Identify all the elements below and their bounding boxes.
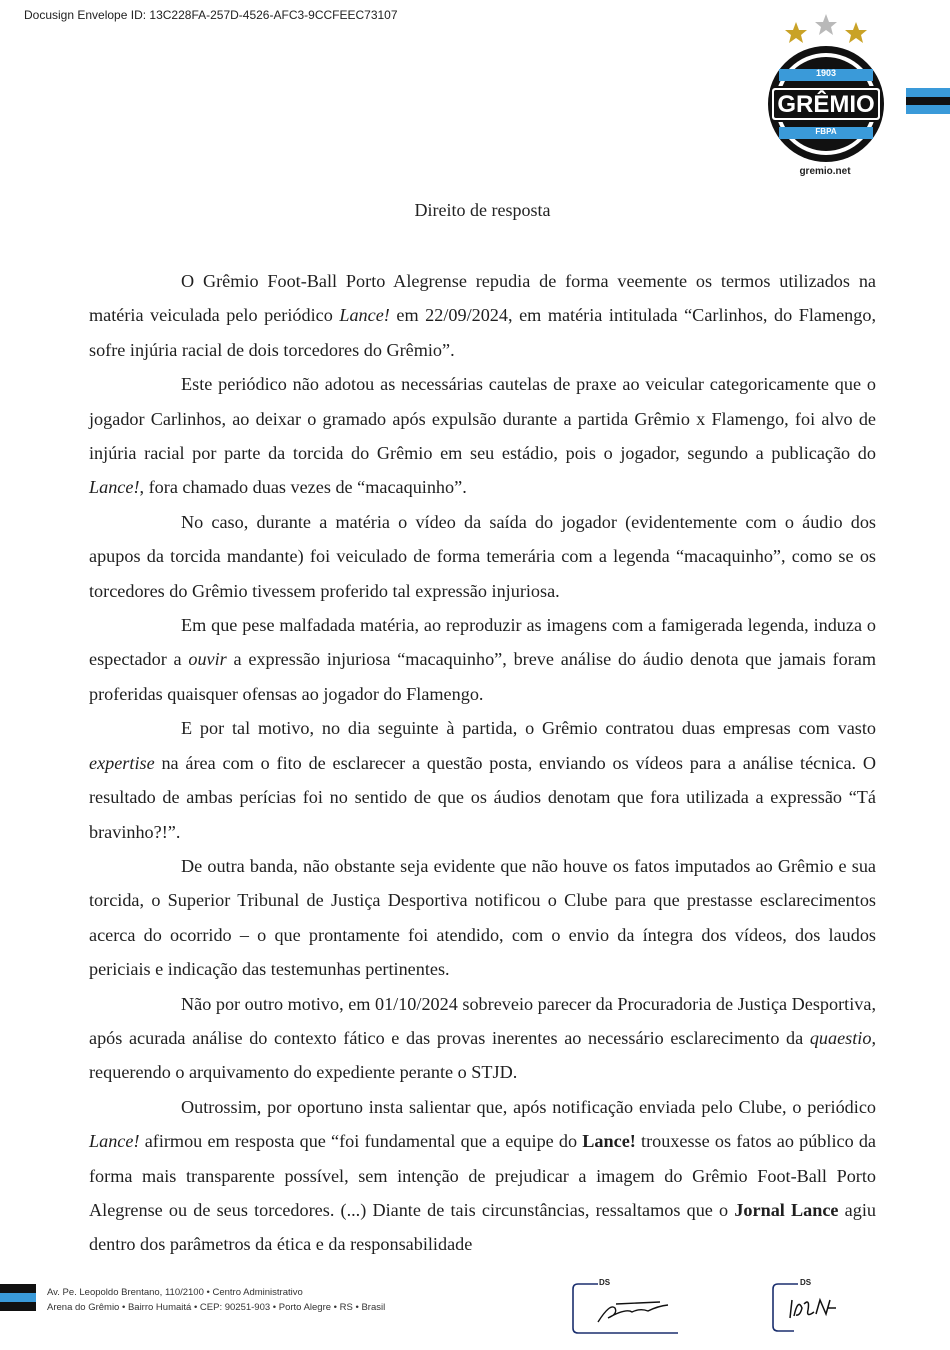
paragraph-7-segment: quaestio — [809, 1027, 872, 1048]
star-gold-right-icon — [845, 22, 867, 43]
docusign-signature-2 — [770, 1278, 850, 1338]
star-silver-icon — [815, 14, 837, 35]
logo-year: 1903 — [815, 68, 837, 78]
paragraph-8-segment: Lance! — [582, 1131, 636, 1152]
paragraph-7 — [89, 987, 876, 1090]
paragraph-8 — [89, 1090, 876, 1262]
paragraph-2-segment: , fora chamado duas vezes de “macaquinho”. — [139, 477, 467, 498]
paragraph-8-segment: trouxesse os fatos ao público da forma mais transparente possível, sem intenção de prejudicar a imagem do Grêmio Foot-Ball Porto Alegrense ou de seus torcedores. (...) Diante de tais circunstâncias, ressaltamos que o — [89, 1131, 877, 1220]
paragraph-8-segment: agiu dentro dos parâmetros da ética e da responsabilidade — [89, 1199, 876, 1255]
paragraph-5-segment: na área com o fito de esclarecer a questão posta, enviando os vídeos para a análise técnica. O resultado de ambas perícias foi no sentido de que os áudios denotam que fora utilizada a expressão “Tá bravinho?!”. — [89, 752, 876, 842]
footer-color-bar — [0, 1284, 36, 1311]
footer-address — [47, 1285, 385, 1315]
logo-url: gremio.net — [799, 166, 851, 177]
paragraph-1-segment: em 22/09/2024, em matéria intitulada “Carlinhos, do Flamengo, sofre injúria racial de dois torcedores do Grêmio”. — [89, 305, 877, 360]
paragraph-8-segment: Lance! — [89, 1131, 140, 1152]
paragraph-5 — [89, 711, 876, 849]
paragraph-6-segment: De outra banda, não obstante seja evidente que não houve os fatos imputados ao Grêmio e sua torcida, o Superior Tribunal de Justiça Desportiva notificou o Clube para que prestasse esclarecimentos acerca do ocorrido – o que prontamente foi atendido, com o envio da íntegra dos vídeos, dos laudos periciais e indicação das testemunhas pertinentes. — [89, 855, 876, 980]
star-gold-left-icon — [785, 22, 807, 43]
paragraph-8-segment: Jornal Lance — [734, 1199, 839, 1220]
paragraph-7-segment: Não por outro motivo, em 01/10/2024 sobreveio parecer da Procuradoria de Justiça Desportiva, após acurada análise do contexto fático e das provas inerentes ao necessário esclarecimento da — [89, 993, 876, 1048]
paragraph-2 — [89, 367, 876, 505]
document-body — [89, 264, 876, 1262]
sig1-ds-label: DS — [599, 1278, 611, 1287]
paragraph-4-segment: Em que pese malfadada matéria, ao reproduzir as imagens com a famigerada legenda, induza o espectador a — [89, 615, 876, 670]
document-title: Direito de resposta — [414, 200, 551, 220]
address-line-2: Arena do Grêmio • Bairro Humaitá • CEP: 90251-903 • Porto Alegre • RS • Brasil — [47, 1302, 386, 1313]
paragraph-1-segment: O Grêmio Foot-Ball Porto Alegrense repudia de forma veemente os termos utilizados na matéria veiculada pelo periódico — [89, 271, 876, 326]
paragraph-4 — [89, 608, 876, 711]
paragraph-1 — [89, 264, 876, 367]
paragraph-6 — [89, 849, 876, 987]
paragraph-1-segment: Lance! — [339, 305, 390, 326]
paragraph-4-segment: ouvir — [188, 649, 227, 670]
paragraph-5-segment: expertise — [89, 752, 155, 773]
paragraph-2-segment: Este periódico não adotou as necessárias cautelas de praxe ao veicular categoricamente que o jogador Carlinhos, ao deixar o gramado após expulsão durante a partida Grêmio x Flamengo, foi alvo de injúria racial por parte da torcida do Grêmio em seu estádio, pois o jogador, segundo a publicação do — [89, 374, 876, 464]
paragraph-2-segment: Lance! — [89, 477, 140, 498]
paragraph-3 — [89, 505, 876, 608]
paragraph-5-segment: E por tal motivo, no dia seguinte à partida, o Grêmio contratou duas empresas com vasto — [181, 718, 876, 739]
paragraph-8-segment: afirmou em resposta que “foi fundamental que a equipe do — [139, 1131, 583, 1152]
envelope-id: Docusign Envelope ID: 13C228FA-257D-4526-AFC3-9CCFEEC73107 — [24, 8, 398, 22]
paragraph-4-segment: a expressão injuriosa “macaquinho”, breve análise do áudio denota que jamais foram proferidas quaisquer ofensas ao jogador do Flamengo. — [89, 649, 876, 704]
paragraph-3-segment: No caso, durante a matéria o vídeo da saída do jogador (evidentemente com o áudio dos apupos da torcida mandante) foi veiculado de forma temerária com a legenda “macaquinho”, como se os torcedores do Grêmio tivessem proferido tal expressão injuriosa. — [89, 511, 876, 601]
address-line-1: Av. Pe. Leopoldo Brentano, 110/2100 • Centro Administrativo — [47, 1287, 303, 1298]
docusign-signature-1 — [570, 1278, 682, 1338]
side-color-bar — [906, 88, 950, 114]
sig2-ds-label: DS — [800, 1278, 812, 1287]
logo-abbr: FBPA — [815, 127, 837, 136]
gremio-logo — [760, 14, 892, 184]
paragraph-8-segment: Outrossim, por oportuno insta salientar que, após notificação enviada pelo Clube, o periódico — [181, 1096, 876, 1117]
paragraph-7-segment: , requerendo o arquivamento do expediente perante o STJD. — [89, 1027, 876, 1083]
logo-name: GRÊMIO — [777, 91, 875, 118]
